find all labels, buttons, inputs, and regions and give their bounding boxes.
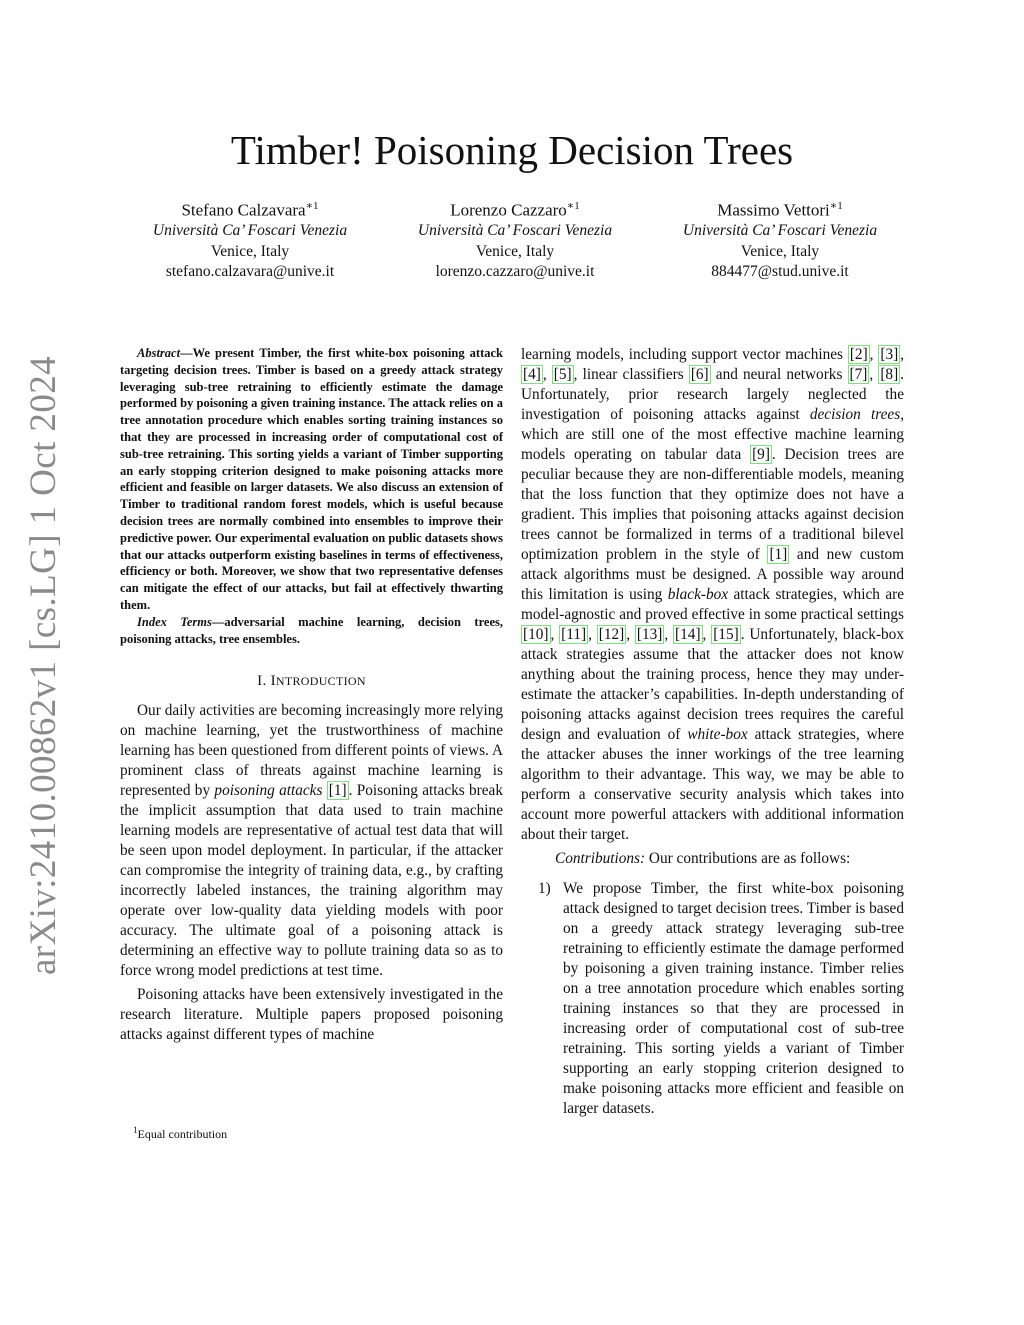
intro-paragraph-1: Our daily activities are becoming increasingly more relying on machine learning, yet the trustworthiness of machine learning has been questioned from different points of views. A prominent class of threats against machine learning is represented by poisoning attacks [1] . Poisoning attacks break the implicit assumption that data used to train machine learning models are representative of actual test data that will be seen upon model deployment. In particular, if the attacker can compromise the integrity of training data, e.g., by crafting incorrectly labeled instances, the training algorithm may operate over low-quality data yielding models with poor accuracy. The ultimate goal of a poisoning attack is determining an effective way to pollute training data so as to force wrong model predictions at test time. xyxy=(120,702,503,980)
author-mark: ∗1 xyxy=(829,200,843,212)
list-item-number: 1) xyxy=(538,880,551,897)
citation-link[interactable]: [7] xyxy=(849,366,868,383)
author-email: 884477@stud.unive.it xyxy=(711,263,849,281)
citation-link[interactable]: [2] xyxy=(849,346,868,363)
author-mark: ∗1 xyxy=(305,200,319,212)
author-1 xyxy=(130,196,370,283)
index-terms-label: Index Terms xyxy=(137,614,212,629)
arxiv-identifier: arXiv:2410.00862v1 [cs.LG] 1 Oct 2024 xyxy=(23,355,65,975)
citation-link[interactable]: [1] xyxy=(328,782,347,800)
left-column xyxy=(120,345,503,1045)
footnote xyxy=(133,1125,227,1142)
contributions-heading: Contributions: Our contributions are as follows: xyxy=(555,850,851,867)
contributions-label: Contributions: xyxy=(555,850,646,867)
author-affiliation: Università Ca’ Foscari Venezia xyxy=(417,222,613,240)
author-affiliation: Università Ca’ Foscari Venezia xyxy=(682,222,878,240)
arxiv-sidebar xyxy=(14,355,74,975)
author-2 xyxy=(395,196,635,283)
author-location: Venice, Italy xyxy=(740,242,820,260)
citation-link[interactable]: [8] xyxy=(880,366,899,383)
citation-link[interactable]: [5] xyxy=(553,366,572,383)
footnote-mark: 1 xyxy=(133,1125,138,1135)
author-block xyxy=(130,196,900,283)
related-work-paragraph: learning models, including support vector machines [2] , [3] , [4] , [5] , linear classifiers [6] and neural networks [7] , [8] . Unfortunately, prior research largely neglected the investigation of poisoning attacks against decision trees, which are still one of the most effective machine learning models operating on tabular data [9] . Decision trees are peculiar because they are non-differentiable models, meaning that the loss function that they optimize does not have a gradient. This implies that poisoning attacks against decision trees cannot be formalized in terms of a traditional bilevel optimization problem in the style of [1] and new custom attack algorithms must be designed. A possible way around this limitation is using black-box attack strategies, which are model-agnostic and proved effective in some practical settings [10] , [11] , [12] , [13] , [14] , [15] . Unfortunately, black-box attack strategies assume that the attacker does not know anything about the training process, hence they may under-estimate the attacker’s capabilities. In-depth understanding of poisoning attacks against decision trees requires the careful design and evaluation of white-box attack strategies, where the attacker abuses the inner workings of the tree learning algorithm to their advantage. This way, we may be able to perform a conservative security analysis which takes into account more powerful attackers with additional information about their target. xyxy=(521,346,905,843)
abstract xyxy=(120,345,503,647)
intro-paragraph-2: Poisoning attacks have been extensively investigated in the research literature. Multiple papers proposed poisoning attacks against different types of machine xyxy=(120,986,503,1044)
citation-link[interactable]: [13] xyxy=(636,626,663,643)
citation-link[interactable]: [3] xyxy=(880,346,899,363)
author-location: Venice, Italy xyxy=(210,242,290,260)
abstract-text: —We present Timber, the first white-box poisoning attack targeting decision trees. Timber is based on a greedy attack strategy leveraging sub-tree retraining to efficiently estimate the damage performed by poisoning a given training instance. The attack relies on a tree annotation procedure which enables sorting training instances so that they are processed in increasing order of computational cost of sub-tree retraining. This sorting yields a variant of Timber supporting an early stopping criterion designed to make poisoning attacks more efficient and feasible on larger datasets. We also discuss an extension of Timber to traditional random forest models, which is useful because decision trees are normally combined into ensembles to improve their predictive power. Our experimental evaluation on public datasets shows that our attacks outperform existing baselines in terms of effectiveness, efficiency or both. Moreover, we show that two representative defenses can mitigate the effect of our attacks, but fail at effectively thwarting them. xyxy=(120,346,503,612)
citation-link[interactable]: [14] xyxy=(675,626,701,643)
citation-link[interactable]: [10] xyxy=(523,626,549,643)
section-title-initial: I xyxy=(270,673,276,690)
citation-link[interactable]: [6] xyxy=(690,366,709,383)
abstract-label: Abstract xyxy=(137,346,181,360)
citation-link[interactable]: [15] xyxy=(713,626,739,643)
section-number: I. xyxy=(257,673,267,690)
list-item-text: We propose Timber, the first white-box poisoning attack designed to target decision trees. Timber is based on a greedy attack strategy leveraging sub-tree retraining to efficiently estimate the damage performed by poisoning a given training instance. Timber relies on a tree annotation procedure which enables sorting training instances so that they are processed in increasing order of computational cost of sub-tree retraining. This sorting yields a variant of Timber supporting an early stopping criterion designed to make poisoning attacks more efficient and feasible on larger datasets. xyxy=(563,880,904,1117)
right-column xyxy=(521,345,904,1119)
citation-link[interactable]: [11] xyxy=(561,626,587,643)
author-name: Stefano Calzavara xyxy=(181,200,306,220)
footnote-text: Equal contribution xyxy=(137,1127,228,1141)
section-title-rest: NTRODUCTION xyxy=(275,674,366,689)
author-location: Venice, Italy xyxy=(475,242,555,260)
paper-title: Timber! Poisoning Decision Trees xyxy=(230,127,794,173)
author-name: Massimo Vettori xyxy=(717,200,830,220)
list-item xyxy=(521,879,904,1119)
citation-link[interactable]: [12] xyxy=(598,626,625,643)
author-name: Lorenzo Cazzaro xyxy=(450,200,567,220)
section-heading xyxy=(120,671,503,691)
author-email: stefano.calzavara@unive.it xyxy=(165,263,335,281)
citation-link[interactable]: [1] xyxy=(769,546,788,563)
citation-link[interactable]: [9] xyxy=(752,446,770,463)
index-terms-text: —adversarial machine learning, decision trees, poisoning attacks, tree ensembles. xyxy=(120,614,503,646)
author-mark: ∗1 xyxy=(566,200,580,212)
citation-link[interactable]: [4] xyxy=(523,366,541,383)
author-3 xyxy=(660,196,900,283)
author-email: lorenzo.cazzaro@unive.it xyxy=(435,263,595,281)
author-affiliation: Università Ca’ Foscari Venezia xyxy=(152,222,348,240)
contributions-list xyxy=(521,879,904,1119)
